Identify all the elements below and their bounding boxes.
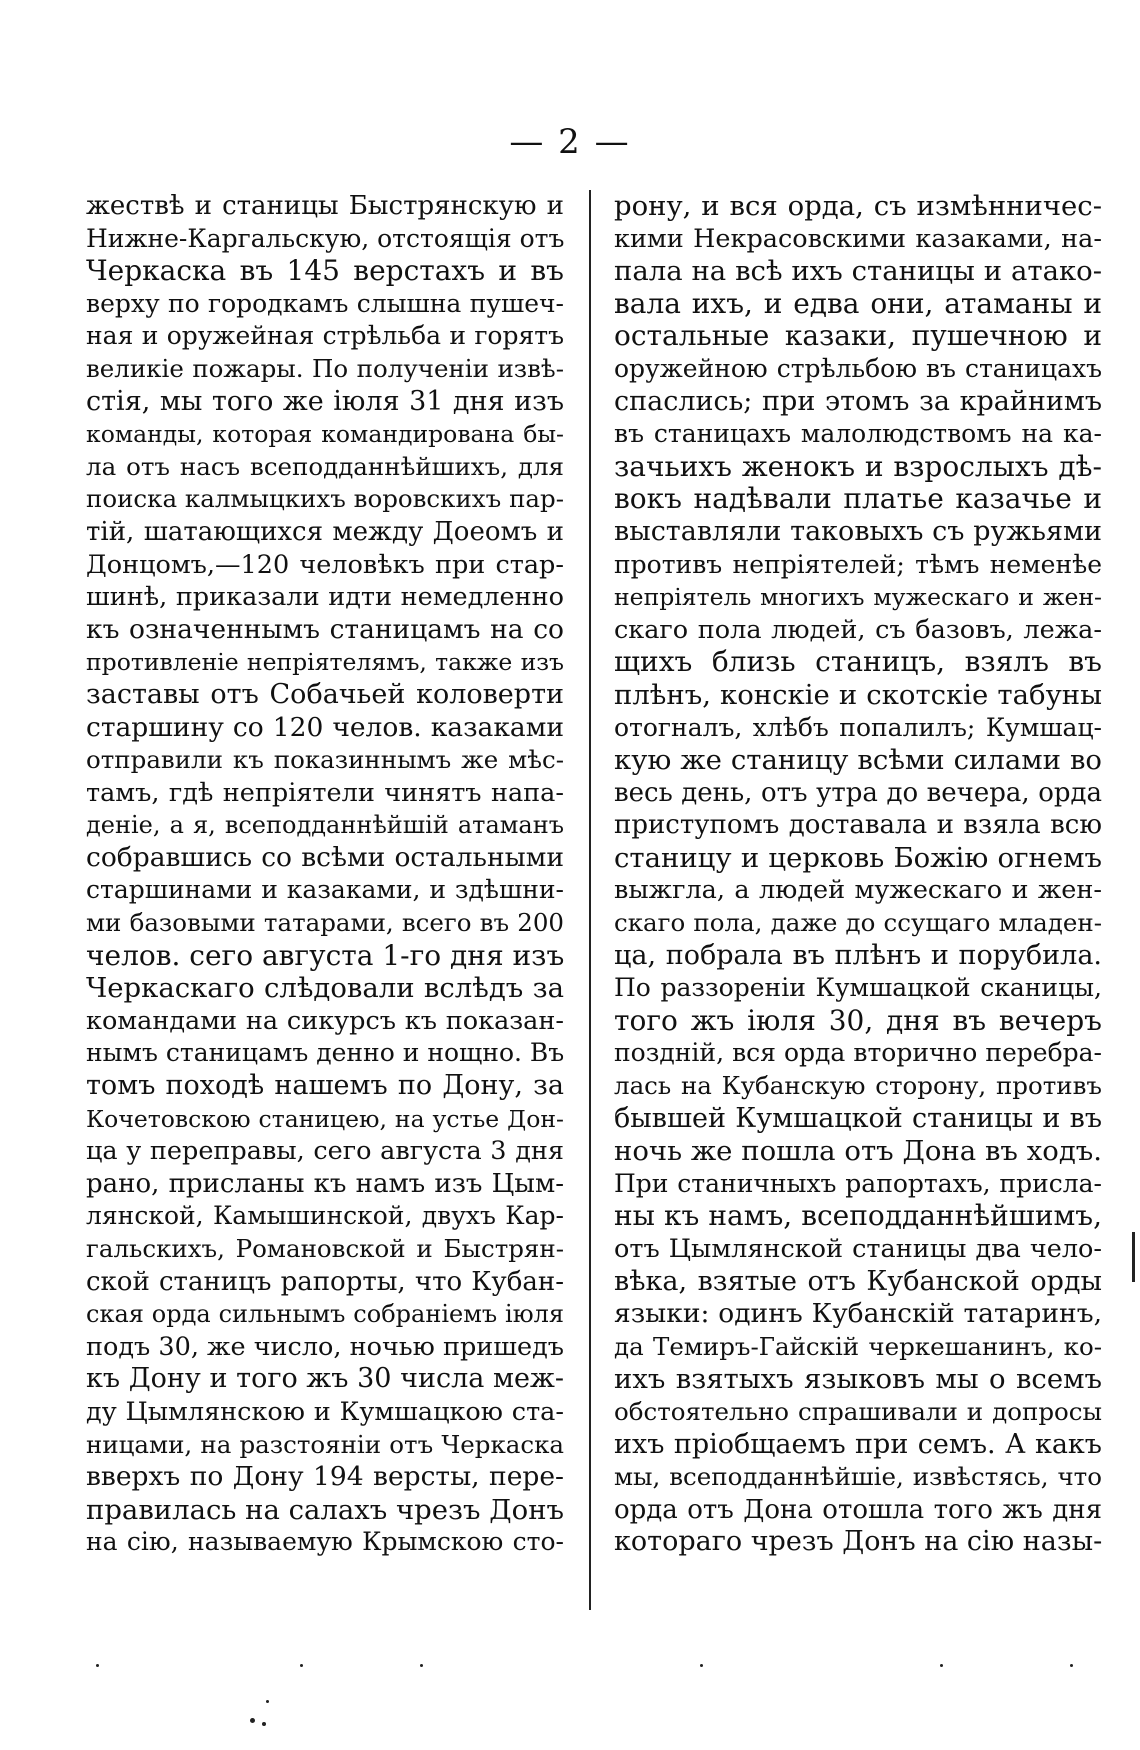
text-line: кими Некрасовскими казаками, на- — [614, 223, 1102, 254]
scan-speck — [250, 1718, 255, 1723]
text-line: языки: одинъ Кубанскій татаринъ, — [614, 1298, 1102, 1330]
text-line: вверхъ по Дону 194 версты, пере- — [86, 1461, 564, 1493]
text-line: обстоятельно спрашивали и допросы — [614, 1396, 1102, 1426]
text-line: ны къ намъ, всеподданнѣйшимъ, — [614, 1200, 1102, 1233]
text-line: правилась на салахъ чрезъ Донъ — [86, 1493, 564, 1526]
text-line: ской станицъ рапорты, что Кубан- — [86, 1266, 564, 1297]
text-line: остальные казаки, пушечною и — [614, 320, 1102, 353]
right-column — [614, 190, 1102, 1559]
scan-speck — [262, 1722, 266, 1726]
text-line: старшинами и казаками, и здѣшни- — [86, 875, 564, 905]
text-line: отправили къ показиннымъ же мѣс- — [86, 745, 564, 775]
text-line: При станичныхъ рапортахъ, присла- — [614, 1168, 1102, 1198]
scan-speck — [420, 1664, 423, 1667]
text-line: гальскихъ, Романовской и Быстрян- — [86, 1234, 564, 1263]
text-line: ца у переправы, сего августа 3 дня — [86, 1136, 564, 1167]
text-line: отъ Цымлянской станицы два чело- — [614, 1234, 1102, 1264]
text-line: мы, всеподданнѣйшіе, извѣстясь, что — [614, 1462, 1102, 1492]
text-line: ла отъ насъ всеподданнѣйшихъ, для — [86, 451, 564, 481]
text-line: стія, мы того же іюля 31 дня изъ — [86, 385, 564, 417]
text-line: ми базовыми татарами, всего въ 200 — [86, 908, 564, 938]
text-line: пала на всѣ ихъ станицы и атако- — [614, 255, 1102, 288]
text-line: оружейною стрѣльбою въ станицахъ — [614, 353, 1102, 383]
text-line: станицу и церковь Божію огнемъ — [614, 841, 1102, 874]
scan-speck — [300, 1664, 303, 1667]
page-number: — 2 — — [509, 122, 631, 162]
text-line: весь день, отъ утра до вечера, орда — [614, 777, 1102, 808]
text-line: скаго пола людей, съ базовъ, лежа- — [614, 614, 1102, 645]
text-line: Черкаскаго слѣдовали вслѣдъ за — [86, 972, 564, 1005]
text-line: выжгла, а людей мужескаго и жен- — [614, 875, 1102, 906]
scan-speck — [1070, 1664, 1073, 1667]
text-line: котораго чрезъ Донъ на сію назы- — [614, 1526, 1102, 1558]
text-line: великіе пожары. По полученіи извѣ- — [86, 353, 564, 383]
text-line: По раззореніи Кумшацкой сканицы, — [614, 973, 1102, 1003]
text-line: подъ 30, же число, ночью пришедъ — [86, 1331, 564, 1362]
text-line: поиска калмыцкихъ воровскихъ пар- — [86, 484, 564, 514]
text-line: противъ непріятелей; тѣмъ неменѣе — [614, 549, 1102, 579]
text-line: лянской, Камышинской, двухъ Кар- — [86, 1201, 564, 1231]
text-line: ницами, на разстояніи отъ Черкаска — [86, 1429, 564, 1459]
text-line: Донцомъ,—120 человѣкъ при стар- — [86, 549, 564, 580]
text-line: Черкаска въ 145 верстахъ и въ — [86, 255, 564, 288]
text-line: деніе, а я, всеподданнѣйшій атаманъ — [86, 811, 564, 840]
text-line: поздній, вся орда вторично перебра- — [614, 1038, 1102, 1068]
text-line: верху по городкамъ слышна пушеч- — [86, 288, 564, 318]
text-line: зачьихъ женокъ и взрослыхъ дѣ- — [614, 450, 1102, 483]
text-line: Нижне-Каргальскую, отстоящія отъ — [86, 223, 564, 253]
text-line: ская орда сильнымъ собраніемъ іюля — [86, 1300, 564, 1329]
text-line: плѣнъ, конскіе и скотскіе табуны — [614, 678, 1102, 711]
text-line: непріятель многихъ мужескаго и жен- — [614, 583, 1102, 612]
text-line: тамъ, гдѣ непріятели чинятъ напа- — [86, 777, 564, 808]
scan-speck — [940, 1664, 943, 1667]
text-line: рону, и вся орда, съ измѣнничес- — [614, 190, 1102, 222]
text-line: къ Дону и того жъ 30 числа меж- — [86, 1363, 564, 1395]
text-line: на сію, называемую Крымскою сто- — [86, 1527, 564, 1557]
text-line: скаго пола, даже до ссущаго младен- — [614, 908, 1102, 938]
text-line: старшину со 120 челов. казаками — [86, 711, 564, 743]
text-line: отогналъ, хлѣбъ попалилъ; Кумшац- — [614, 712, 1102, 742]
text-line: къ означеннымъ станицамъ на со — [86, 613, 564, 645]
text-line: спаслись; при этомъ за крайнимъ — [614, 385, 1102, 417]
text-line: орда отъ Дона отошла того жъ дня — [614, 1494, 1102, 1525]
text-line: да Темиръ-Гайскій черкешанинъ, ко- — [614, 1331, 1102, 1361]
text-line: лась на Кубанскую сторону, противъ — [614, 1071, 1102, 1101]
text-line: командами на сикурсъ къ показан- — [86, 1005, 564, 1036]
text-line: шинѣ, приказали идти немедленно — [86, 582, 564, 613]
text-line: ца, побрала въ плѣнъ и порубила. — [614, 939, 1102, 971]
text-line: вѣка, взятые отъ Кубанской орды — [614, 1265, 1102, 1297]
text-line: заставы отъ Собачьей коловерти — [86, 678, 564, 710]
text-line: рано, присланы къ намъ изъ Цым- — [86, 1168, 564, 1199]
scan-speck — [266, 1700, 269, 1703]
text-line: того жъ іюля 30, дня въ вечеръ — [614, 1004, 1102, 1037]
text-line: Кочетовскою станицею, на устье Дон- — [86, 1104, 564, 1133]
scan-speck — [96, 1664, 99, 1667]
text-line: ночь же пошла отъ Дона въ ходъ. — [614, 1135, 1102, 1168]
text-line: челов. сего августа 1-го дня изъ — [86, 939, 564, 972]
column-divider — [589, 190, 591, 1610]
text-line: щихъ близь станицъ, взялъ въ — [614, 646, 1102, 679]
text-line: собравшись со всѣми остальными — [86, 841, 564, 873]
text-line: ихъ пріобщаемъ при семъ. А какъ — [614, 1428, 1102, 1460]
text-line: ду Цымлянскою и Кумшацкою ста- — [86, 1396, 564, 1427]
text-line: нымъ станицамъ денно и нощно. Въ — [86, 1038, 564, 1068]
text-line: выставляли таковыхъ съ ружьями — [614, 515, 1102, 547]
page-edge-mark — [1132, 1232, 1135, 1282]
text-line: кую же станицу всѣми силами во — [614, 744, 1102, 777]
left-column — [86, 190, 564, 1559]
text-line: въ станицахъ малолюдствомъ на ка- — [614, 419, 1102, 449]
text-line: вокъ надѣвали платье казачье и — [614, 483, 1102, 516]
scan-speck — [700, 1664, 703, 1667]
text-line: противленіе непріятелямъ, также изъ — [86, 648, 564, 677]
text-line: ная и оружейная стрѣльба и горятъ — [86, 321, 564, 351]
text-line: приступомъ доставала и взяла всю — [614, 810, 1102, 841]
text-line: томъ походѣ нашемъ по Дону, за — [86, 1070, 564, 1102]
text-line: тій, шатающихся между Доеомъ и — [86, 516, 564, 547]
text-line: ихъ взятыхъ языковъ мы о всемъ — [614, 1363, 1102, 1396]
text-line: бывшей Кумшацкой станицы и въ — [614, 1102, 1102, 1134]
text-line: вала ихъ, и едва они, атаманы и — [614, 287, 1102, 320]
text-line: жествѣ и станицы Быстрянскую и — [86, 191, 564, 221]
text-line: команды, которая командирована бы- — [86, 420, 564, 449]
